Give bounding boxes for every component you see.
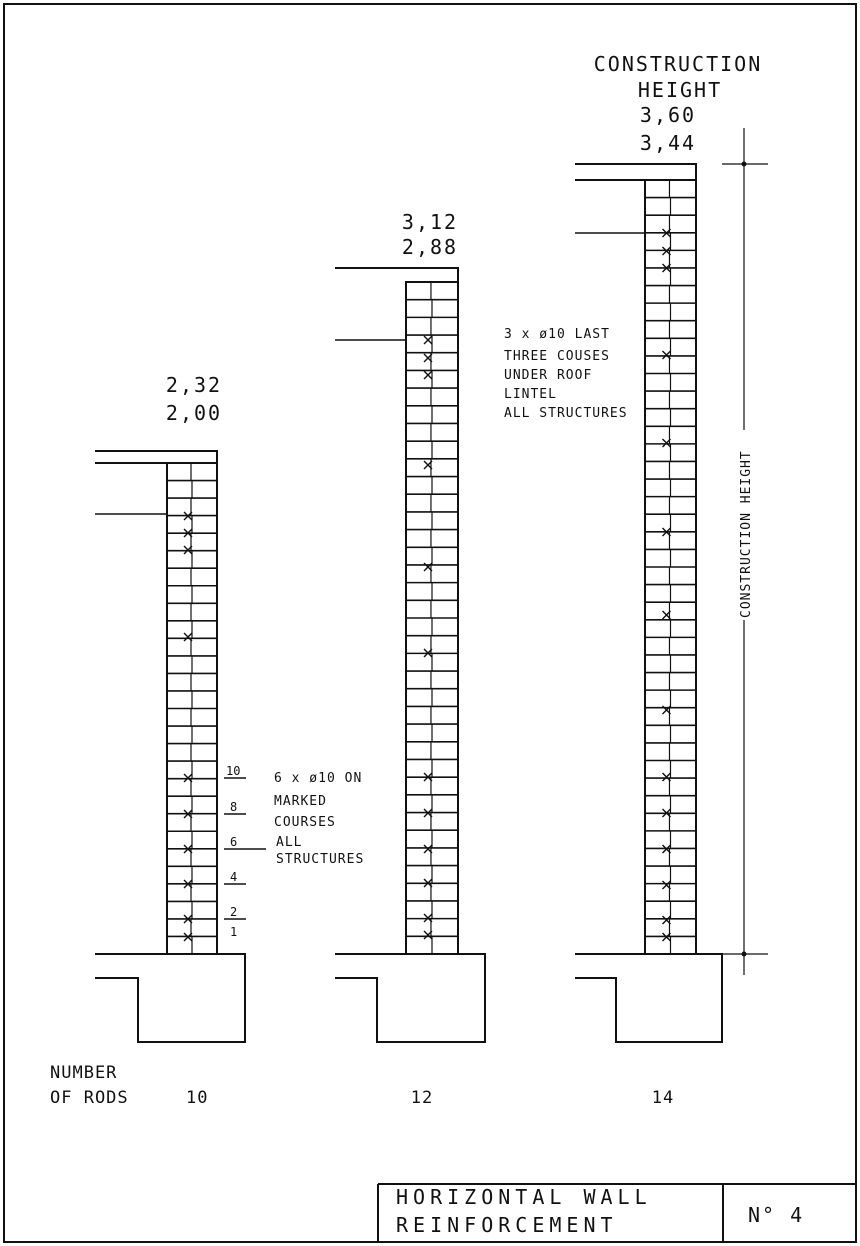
course-mark-6: 6: [230, 835, 238, 849]
note-marked-line-4: ALL: [276, 835, 303, 850]
wall-3-bottom-value: 3,44: [639, 131, 697, 155]
drawing-number: N° 4: [748, 1203, 805, 1227]
wall-3-top-value: 3,60: [639, 103, 697, 127]
note-last-courses: [504, 327, 628, 421]
title-line-2: REINFORCEMENT: [396, 1213, 618, 1237]
wall-1-top-value: 2,32: [165, 373, 223, 397]
wall-1-bottom-value: 2,00: [165, 401, 223, 425]
wall-3-roof-slab: [575, 164, 696, 180]
wall-1-masonry: [167, 463, 217, 954]
rods-label-line-2: OF RODS: [50, 1088, 129, 1108]
construction-height-line-2: HEIGHT: [637, 78, 723, 102]
construction-height-dimension: [722, 128, 768, 975]
course-mark-2: 2: [230, 905, 238, 919]
course-mark-1: 1: [230, 925, 238, 939]
note-marked-line-5: STRUCTURES: [276, 852, 365, 867]
note-last-line-2: THREE COUSES: [504, 349, 610, 364]
course-marks: [224, 764, 266, 939]
note-last-line-5: ALL STRUCTURES: [504, 406, 628, 421]
wall-1: [50, 373, 364, 1108]
wall-2-rods: 12: [410, 1088, 434, 1108]
note-last-line-3: UNDER ROOF: [504, 368, 593, 383]
wall-2: [335, 210, 628, 1108]
note-marked-line-2: MARKED: [274, 794, 327, 809]
note-marked-line-1: 6 x ø10 ON: [274, 771, 363, 786]
title-block: [378, 1184, 856, 1242]
wall-3-rods: 14: [651, 1088, 675, 1108]
wall-3: [575, 52, 768, 1108]
construction-height-line-1: CONSTRUCTION: [593, 52, 763, 76]
sheet-border: [4, 4, 856, 1242]
course-mark-4: 4: [230, 870, 238, 884]
course-mark-8: 8: [230, 800, 238, 814]
wall-2-roof-slab: [335, 268, 458, 282]
wall-1-roof-slab: [95, 451, 217, 463]
wall-3-masonry: [645, 180, 696, 954]
wall-2-top-value: 3,12: [401, 210, 459, 234]
note-last-line-1: 3 x ø10 LAST: [504, 327, 610, 342]
wall-2-masonry: [406, 282, 458, 954]
wall-1-rods: 10: [186, 1088, 209, 1108]
wall-2-bottom-value: 2,88: [401, 235, 459, 259]
rods-label-line-1: NUMBER: [50, 1063, 118, 1083]
note-marked-line-3: COURSES: [274, 815, 336, 830]
wall-2-foundation: [335, 954, 485, 1042]
title-line-1: HORIZONTAL WALL: [396, 1185, 652, 1209]
note-marked-courses: [274, 771, 364, 867]
wall-3-foundation: [575, 954, 722, 1042]
construction-height-vertical-label: CONSTRUCTION HEIGHT: [739, 450, 754, 618]
course-mark-10: 10: [226, 764, 241, 778]
wall-1-foundation: [95, 954, 245, 1042]
note-last-line-4: LINTEL: [504, 387, 557, 402]
